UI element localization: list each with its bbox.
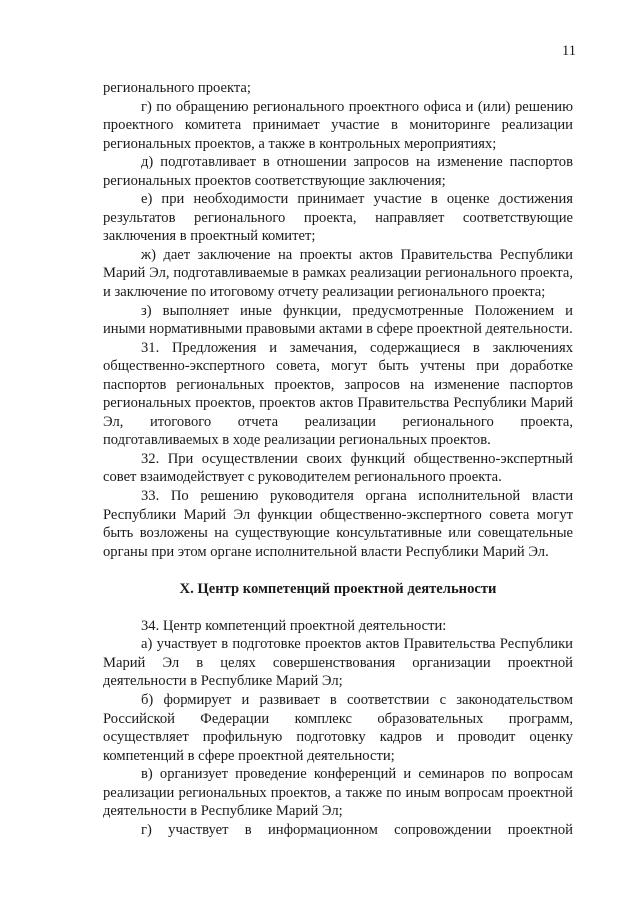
section-heading: X. Центр компетенций проектной деятельности	[179, 581, 497, 598]
paragraph: г) участвует в информационном сопровождении проектной	[141, 821, 573, 838]
paragraph: регионального проекта;	[103, 80, 251, 96]
paragraph: а) участвует в подготовке проектов актов Правительства Республики Марий Эл в целях совершенствования организации проектной деятельности в Республике Марий Эл;	[103, 636, 573, 690]
paragraphs-after-heading	[103, 617, 573, 840]
paragraph: г) по обращению регионального проектного офиса и (или) решению проектного комитета принимает участие в мониторинге реализации региональных проектов, а также в контрольных мероприятиях;	[103, 98, 573, 152]
paragraph: е) при необходимости принимает участие в оценке достижения результатов регионального проекта, направляет соответствующие заключения в проектный комитет;	[103, 191, 573, 245]
page-number: 11	[562, 43, 576, 59]
paragraph: з) выполняет иные функции, предусмотренные Положением и иными нормативными правовыми актами в сфере проектной деятельности.	[103, 302, 573, 338]
paragraph: 31. Предложения и замечания, содержащиеся в заключениях общественно-экспертного совета, могут быть учтены при доработке паспортов региональных проектов, запросов на изменение паспортов региональных проектов, проектов актов Правительства Республики Марий Эл, итогового отчета реализации регионального проекта, подготавливаемых в ходе реализации региональных проектов.	[103, 339, 573, 449]
paragraph: ж) дает заключение на проекты актов Правительства Республики Марий Эл, подготавливаемые в рамках реализации регионального проекта, и заключение по итоговому отчету реализации регионального проекта;	[103, 246, 573, 301]
paragraph: д) подготавливает в отношении запросов на изменение паспортов региональных проектов соответствующие заключения;	[103, 154, 573, 189]
paragraph: в) организует проведение конференций и семинаров по вопросам реализации региональных проектов, а также по иным вопросам проектной деятельности в Республике Марий Эл;	[103, 766, 573, 820]
paragraph: 32. При осуществлении своих функций общественно-экспертный совет взаимодействует с руководителем регионального проекта.	[103, 450, 573, 486]
page-body	[103, 79, 573, 839]
paragraphs-before-heading	[103, 79, 573, 561]
paragraph: 33. По решению руководителя органа исполнительной власти Республики Марий Эл функции общественно-экспертного совета могут быть возложены на существующие консультативные или совещательные органы при этом органе исполнительной власти Республики Марий Эл.	[103, 488, 573, 560]
paragraph: б) формирует и развивает в соответствии с законодательством Российской Федерации комплекс образовательных программ, осуществляет профильную подготовку кадров и проводит оценку компетенций в сфере проектной деятельности;	[103, 691, 573, 764]
paragraph: 34. Центр компетенций проектной деятельности:	[141, 617, 447, 634]
